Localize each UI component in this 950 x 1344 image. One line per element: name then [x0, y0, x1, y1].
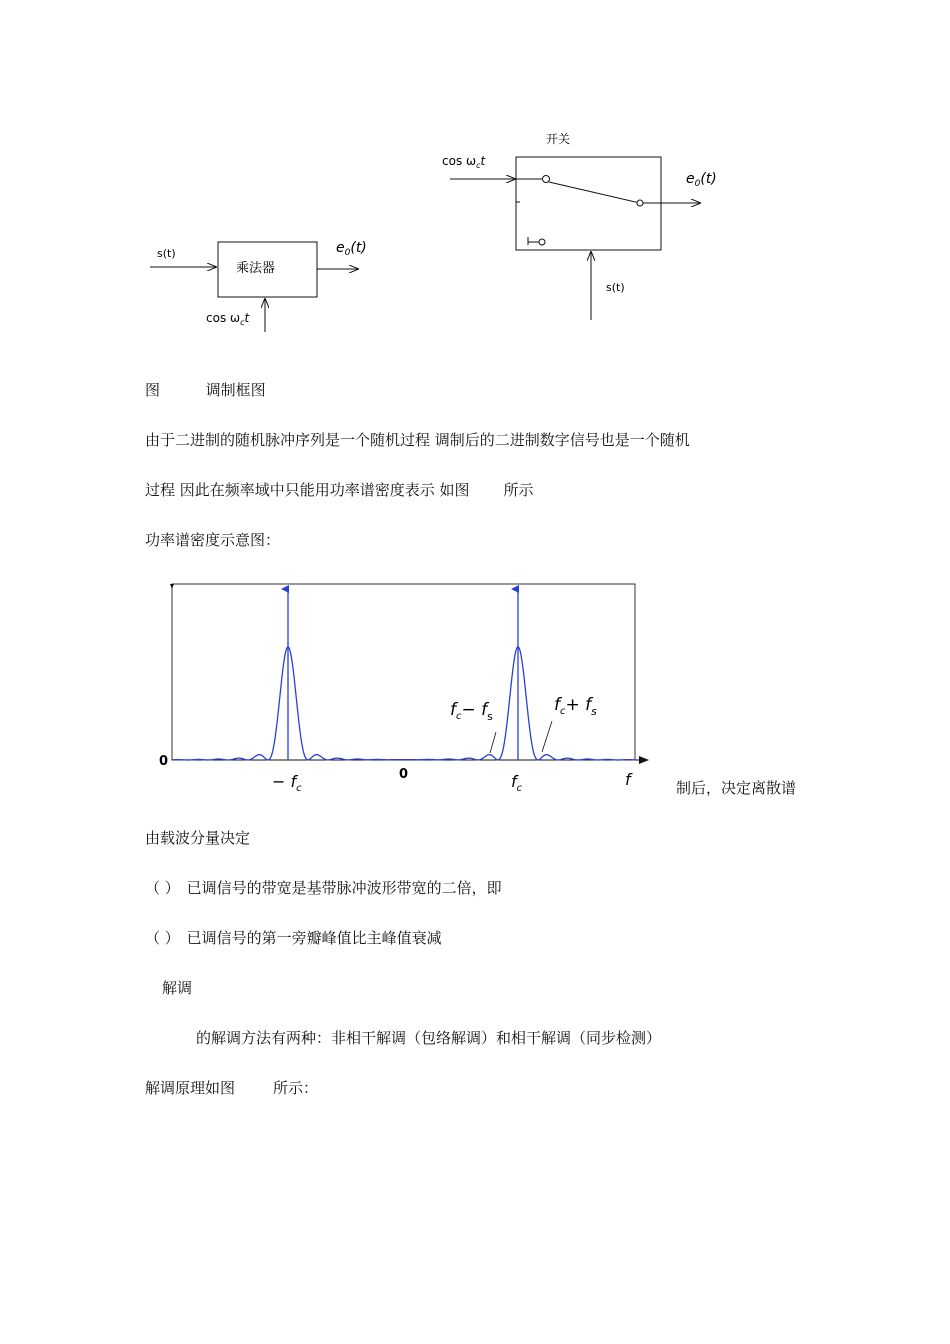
multiplier-input-label: s(t)	[157, 247, 176, 260]
item-2-text: 已调信号的第一旁瓣峰值比主峰值衰减	[186, 929, 442, 947]
switch-diagram	[442, 132, 717, 320]
figure-caption	[145, 380, 266, 400]
item-1-paren: （ ）	[145, 879, 180, 897]
x-tick-fc: $f_c$	[511, 772, 523, 794]
figure-caption-prefix: 图	[145, 381, 161, 399]
x-tick-zero: 0	[399, 767, 409, 782]
item-2	[145, 928, 442, 948]
multiplier-carrier-label: cos ω	[206, 311, 241, 325]
svg-text:e0(t): $e_0(t)$	[336, 240, 367, 258]
demod-principle: 解调原理如图 所示：	[145, 1079, 319, 1097]
psd-heading: 功率谱密度示意图：	[145, 531, 281, 549]
annotation-fc-minus-fs: $f_c- f_s$	[450, 700, 493, 723]
carrier-line: 由载波分量决定	[145, 829, 251, 847]
switch-carrier-label: cos ω	[442, 154, 477, 168]
figure-caption-title: 调制框图	[205, 381, 266, 399]
annotation-fc-plus-fs: $f_c+ f_s$	[554, 695, 597, 718]
item-1	[145, 878, 502, 898]
item-1-text: 已调信号的带宽是基带脉冲波形带宽的二倍，即	[186, 879, 502, 897]
multiplier-diagram	[150, 240, 367, 332]
svg-text:cos ωct: $\cos \omega_ct$	[442, 154, 486, 170]
paragraph-line-2: 过程 因此在频率域中只能用功率谱密度表示 如图 所示	[145, 481, 534, 499]
after-chart-text: 制后，决定离散谱	[676, 779, 797, 797]
chart-frame	[172, 584, 635, 760]
switch-control-label: s(t)	[606, 281, 625, 294]
demod-methods: 的解调方法有两种：非相干解调（包络解调）和相干解调（同步检测）	[196, 1029, 662, 1047]
y-tick-zero: 0	[159, 754, 169, 769]
multiplier-output-label: e	[336, 240, 345, 256]
svg-text:e0(t): $e_0(t)$	[686, 171, 717, 189]
section-demod: 解调	[162, 979, 193, 997]
x-axis-f: f	[625, 770, 631, 789]
psd-chart	[150, 575, 660, 800]
x-tick-neg-fc: − $f_c$	[272, 772, 302, 794]
multiplier-block-label: 乘法器	[236, 261, 276, 276]
switch-output-label: e	[686, 171, 695, 187]
svg-text:cos ωct: $\cos \omega_ct$	[206, 311, 250, 327]
item-2-paren: （ ）	[145, 929, 180, 947]
paragraph-line-1: 由于二进制的随机脉冲序列是一个随机过程 调制后的二进制数字信号也是一个随机	[145, 431, 690, 449]
modulation-block-diagram	[0, 0, 950, 345]
switch-title: 开关	[546, 132, 571, 146]
